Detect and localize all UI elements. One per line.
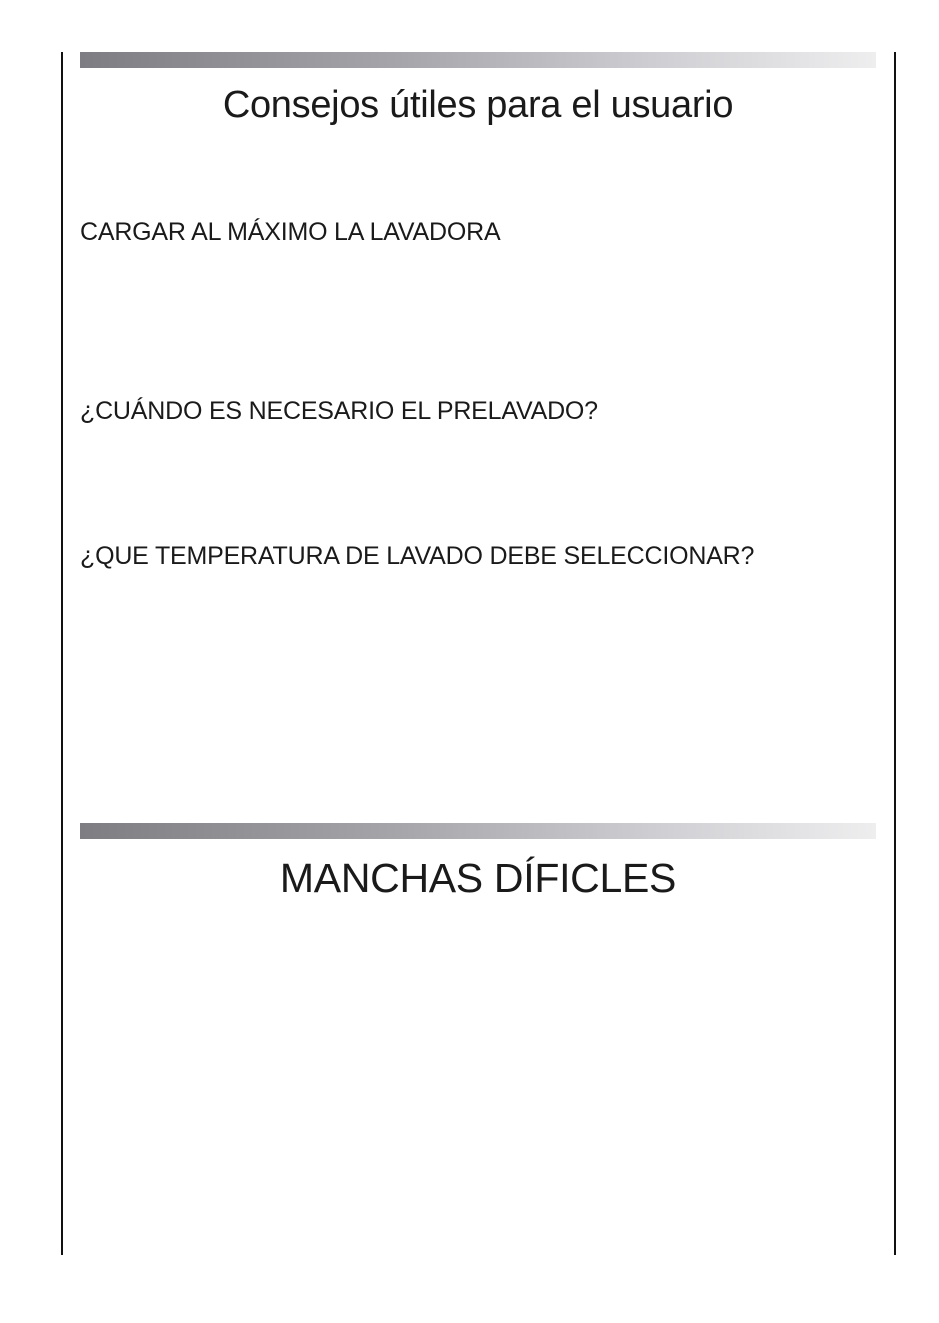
stains-gradient-band <box>80 823 876 839</box>
section-heading-prewash: ¿CUÁNDO ES NECESARIO EL PRELAVADO? <box>80 397 598 425</box>
stains-title: MANCHAS DÍFICLES <box>279 855 677 901</box>
page-title: Consejos útiles para el usuario <box>222 84 734 126</box>
left-margin-rule <box>61 52 63 1255</box>
section-heading-temperature: ¿QUE TEMPERATURA DE LAVADO DEBE SELECCIONAR? <box>80 542 755 570</box>
right-margin-rule <box>894 52 896 1255</box>
top-gradient-band <box>80 52 876 68</box>
section-heading-max-load: CARGAR AL MÁXIMO LA LAVADORA <box>80 218 501 246</box>
